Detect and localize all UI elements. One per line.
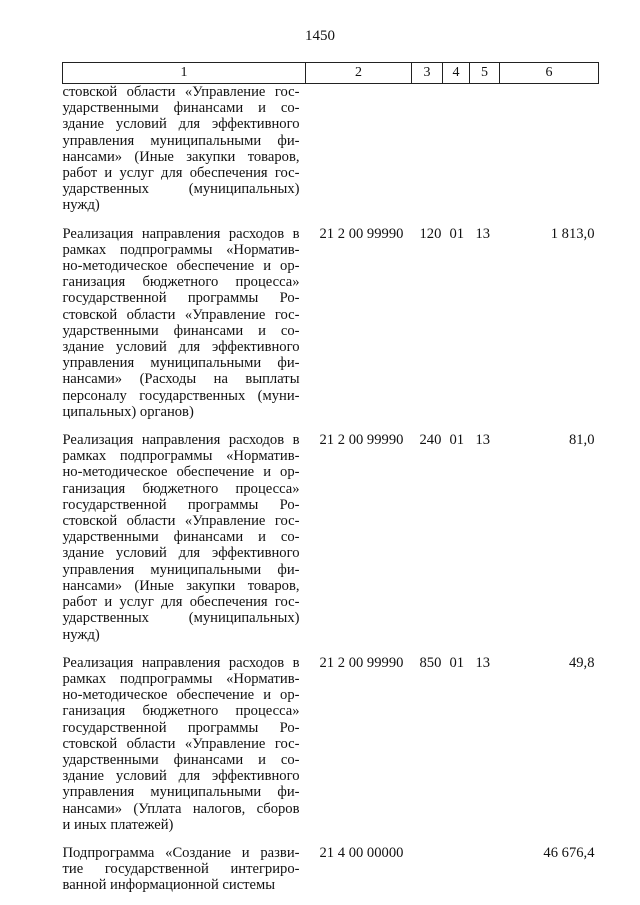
row-subsection: 13 (475, 225, 491, 242)
description-line: нансами» (Уплата налогов, сборов (62, 800, 300, 817)
row-subsection: 13 (475, 654, 491, 671)
description-line: Подпрограмма «Создание и разви- (62, 844, 300, 861)
row-amount (500, 84, 599, 214)
row-spacer-cell (63, 214, 599, 226)
row-spacer (63, 833, 599, 845)
header-col-2: 2 (306, 63, 412, 84)
description-line: персоналу государственных (муни- (62, 387, 300, 404)
description-line: работ и услуг для обеспечения гос- (62, 165, 300, 182)
header-col-4: 4 (443, 63, 470, 84)
budget-table (62, 62, 599, 894)
description-line: работ и услуг для обеспечения гос- (62, 594, 300, 611)
row-expense-type: 120 (419, 225, 442, 242)
description-line: управления муниципальными фи- (62, 355, 300, 372)
description-line: нансами» (Расходы на выплаты (62, 371, 300, 388)
table-row (63, 845, 599, 894)
description-line: рамках подпрограммы «Норматив- (62, 670, 300, 687)
row-amount: 81,0 (568, 432, 595, 449)
header-col-5: 5 (470, 63, 500, 84)
table-header (63, 63, 599, 84)
description-line: государственной программы Ро- (62, 290, 300, 307)
description-line: ударственными финансами и со- (62, 529, 300, 546)
description-line: нужд) (62, 626, 100, 643)
description-line: стовской области «Управление гос- (62, 735, 300, 752)
row-section (443, 84, 470, 214)
row-expense-type: 240 (419, 432, 442, 449)
description-line: управления муниципальными фи- (62, 561, 300, 578)
header-row (63, 63, 599, 84)
row-subsection: 13 (475, 432, 491, 449)
row-section (443, 845, 470, 894)
row-description (63, 226, 306, 420)
row-spacer-cell (63, 833, 599, 845)
row-target-code: 21 2 00 99990 (319, 225, 404, 242)
description-line: рамках подпрограммы «Норматив- (62, 241, 300, 258)
description-line: здание условий для эффективного (62, 116, 300, 133)
row-spacer-cell (63, 643, 599, 655)
description-line: но-методическое обеспечение и ор- (62, 464, 300, 481)
header-col-3: 3 (412, 63, 443, 84)
table-row (63, 226, 599, 420)
row-target-code (306, 84, 412, 214)
description-line: управления муниципальными фи- (62, 132, 300, 149)
row-spacer-cell (63, 420, 599, 432)
description-line: ударственными финансами и со- (62, 322, 300, 339)
description-line: ударственными финансами и со- (62, 100, 300, 117)
description-line: здание условий для эффективного (62, 545, 300, 562)
description-line: стовской области «Управление гос- (62, 306, 300, 323)
description-line: нужд) (62, 197, 100, 214)
table-row (63, 655, 599, 833)
description-line: ударственных (муниципальных) (62, 181, 300, 198)
row-spacer (63, 643, 599, 655)
description-line: здание условий для эффективного (62, 768, 300, 785)
description-line: но-методическое обеспечение и ор- (62, 258, 300, 275)
row-amount: 1 813,0 (550, 225, 595, 242)
description-line: стовской области «Управление гос- (62, 513, 300, 530)
row-expense-type: 850 (419, 654, 442, 671)
description-line: Реализация направления расходов в (62, 654, 300, 671)
description-line: Реализация направления расходов в (62, 432, 300, 449)
row-section: 01 (449, 654, 465, 671)
row-target-code: 21 2 00 99990 (319, 654, 404, 671)
row-amount: 46 676,4 (543, 844, 595, 861)
description-line: тие государственной интегриро- (62, 861, 300, 878)
row-description (63, 845, 306, 894)
description-line: и иных платежей) (62, 816, 174, 833)
page-number: 1450 (305, 28, 335, 44)
table-body (63, 84, 599, 894)
row-target-code: 21 2 00 99990 (319, 432, 404, 449)
header-col-1: 1 (63, 63, 306, 84)
row-spacer (63, 420, 599, 432)
description-line: управления муниципальными фи- (62, 784, 300, 801)
description-line: ванной информационной системы (62, 877, 276, 894)
row-subsection (470, 845, 500, 894)
description-line: ганизация бюджетного процесса» (62, 703, 300, 720)
description-line: Реализация направления расходов в (62, 225, 300, 242)
row-subsection (470, 84, 500, 214)
row-description (63, 432, 306, 643)
description-line: нансами» (Иные закупки товаров, (62, 577, 300, 594)
description-line: ударственных (муниципальных) (62, 610, 300, 627)
description-line: государственной программы Ро- (62, 496, 300, 513)
row-amount: 49,8 (568, 654, 595, 671)
description-line: ганизация бюджетного процесса» (62, 274, 300, 291)
description-line: нансами» (Иные закупки товаров, (62, 148, 300, 165)
description-line: здание условий для эффективного (62, 339, 300, 356)
table-row (63, 84, 599, 214)
description-line: рамках подпрограммы «Норматив- (62, 448, 300, 465)
row-target-code: 21 4 00 00000 (319, 844, 404, 861)
row-section: 01 (449, 432, 465, 449)
table-row (63, 432, 599, 643)
row-expense-type (412, 845, 443, 894)
row-section: 01 (449, 225, 465, 242)
header-col-6: 6 (500, 63, 599, 84)
description-line: ципальных) органов) (62, 403, 194, 420)
row-expense-type (412, 84, 443, 214)
row-description (63, 84, 306, 214)
row-description (63, 655, 306, 833)
description-line: но-методическое обеспечение и ор- (62, 687, 300, 704)
description-line: государственной программы Ро- (62, 719, 300, 736)
row-spacer (63, 214, 599, 226)
description-line: ударственными финансами и со- (62, 751, 300, 768)
description-line: стовской области «Управление гос- (62, 84, 300, 100)
description-line: ганизация бюджетного процесса» (62, 480, 300, 497)
